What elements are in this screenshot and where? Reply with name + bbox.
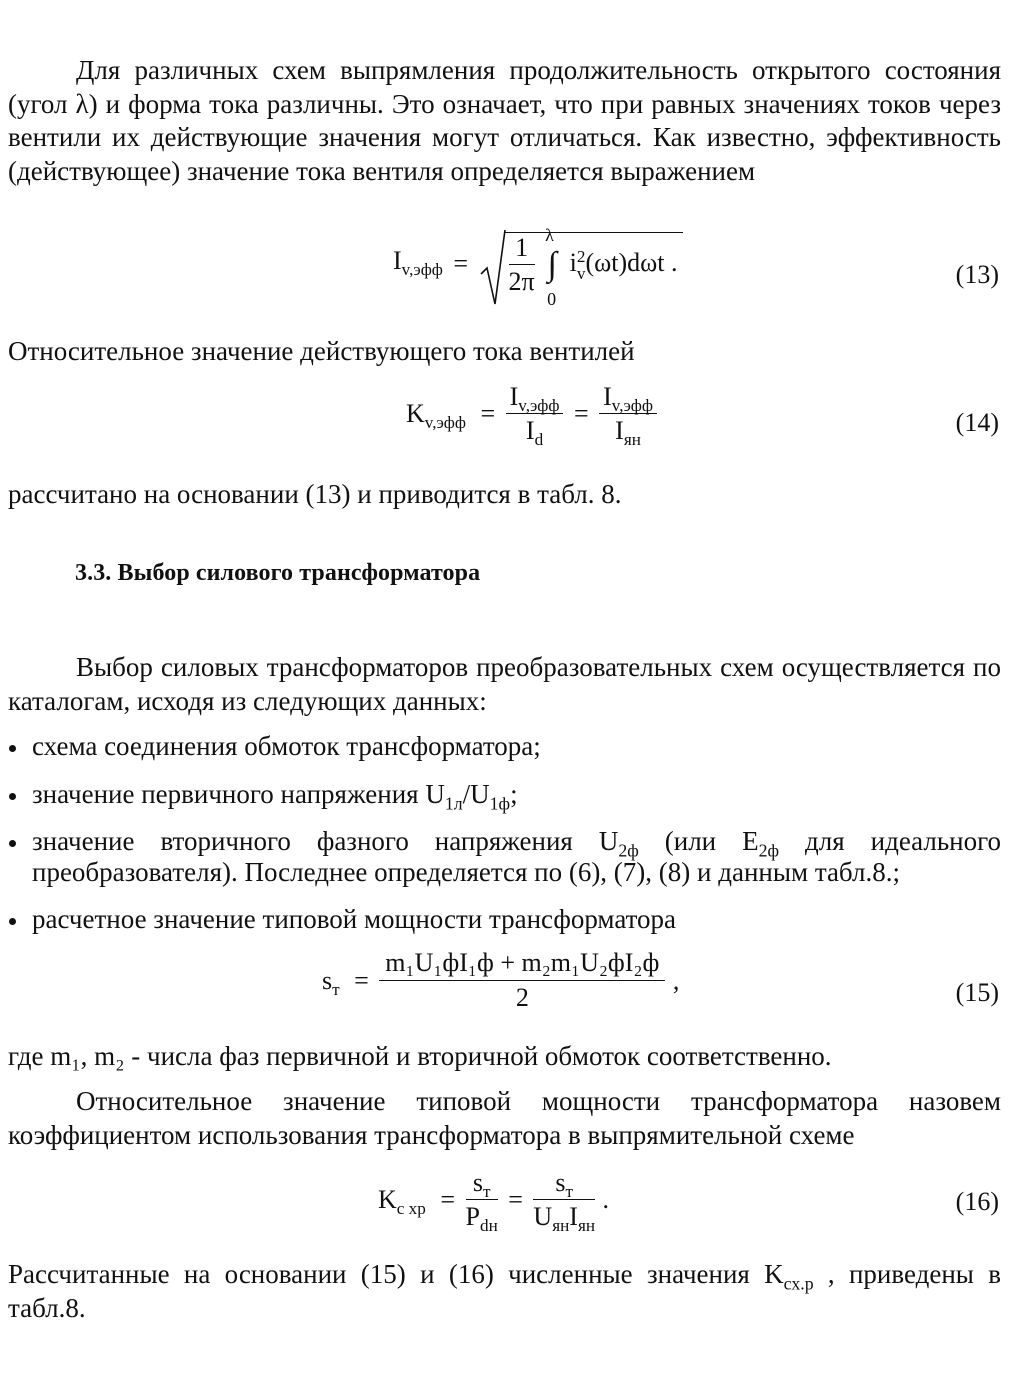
- formula-14: $K_{v,эфф}$ = $\frac{I_{v,эфф}}{I_d}$ = $\frac{I_{v,эфф}}{I_{ян}}$: [406, 384, 657, 444]
- paragraph-results: Рассчитанные на основании (15) и (16) численные значения $K_{сх.р}$ , приведены в табл.8.: [8, 1259, 1001, 1323]
- equation-number-15: (15): [955, 978, 999, 1007]
- paragraph-phases: где m₁, m₂ - числа фаз первичной и вторичной обмоток соответственно.: [8, 1041, 832, 1071]
- formula-16-fraction-1: $\frac{s_т}{P_{dн}}$: [465, 1168, 498, 1236]
- formula-15: $s_т$ = $\frac{\text{m₁U₁фI₁ф + m₂m₁U₂фI₂ф}}{2}$ ,: [322, 948, 680, 1012]
- bullet-item-primary-voltage: значение первичного напряжения $U_{1л}/U_{1ф}$;: [8, 779, 1001, 810]
- bullet-item-typical-power: расчетное значение типовой мощности трансформатора: [8, 904, 1001, 935]
- sqrt-symbol: $\frac{1}{2\pi}$ λ ∫ 0 i 2 v (ωt)dωt .: [479, 232, 684, 295]
- paragraph-intro: Для различных схем выпрямления продолжительность открытого состояния (угол λ) и форма тока различны. Это означает, что при равных значениях токов через вентили их действующие значения могут отличаться. Как известно, эффективность (действующее) значение тока вентиля определяется выражением: [8, 55, 1001, 186]
- equation-number-14: (14): [955, 408, 999, 437]
- formula-13-lhs: $I_{v,эфф}$: [393, 246, 443, 280]
- paragraph-selection: Выбор силовых трансформаторов преобразовательных схем осуществляется по каталогам, исходя из следующих данных:: [8, 652, 1001, 716]
- equation-number-13: (13): [955, 260, 999, 289]
- formula-13-fraction: $\frac{1}{2\pi}$: [508, 233, 535, 296]
- integral-sign: λ ∫ 0: [545, 225, 557, 309]
- bullet-item-winding-scheme: схема соединения обмоток трансформатора;: [8, 731, 1001, 762]
- section-heading: 3.3. Выбор силового трансформатора: [75, 560, 481, 586]
- formula-16-fraction-2: $\frac{s_т}{U_{ян}I_{ян}}$: [533, 1168, 596, 1236]
- formula-14-fraction-2: $\frac{I_{v,эфф}}{I_{ян}}$: [599, 384, 657, 444]
- formula-13: $I_{v,эфф}$ = $\frac{1}{2\pi}$ λ ∫ 0 i 2 v (ωt)dωt .: [393, 232, 683, 295]
- equation-number-16: (16): [955, 1187, 999, 1216]
- formula-14-fraction-1: $\frac{I_{v,эфф}}{I_d}$: [506, 384, 564, 444]
- formula-16: $K_{с хр}$ = $\frac{s_т}{P_{dн}}$ = $\frac{s_т}{U_{ян}I_{ян}}$ .: [378, 1168, 610, 1236]
- bullet-item-secondary-voltage: значение вторичного фазного напряжения $U_{2ф}$ (или $E_{2ф}$ для идеального преобразователя). Последнее определяется по (6), (7), (8) и данным табл.8.;: [8, 826, 1001, 888]
- formula-15-fraction: $\frac{\text{m₁U₁фI₁ф + m₂m₁U₂фI₂ф}}{2}$: [379, 950, 665, 1011]
- paragraph-calculated: рассчитано на основании (13) и приводится в табл. 8.: [8, 479, 622, 509]
- paragraph-relative-current: Относительное значение действующего тока вентилей: [8, 336, 635, 366]
- bullet-list: [8, 731, 1001, 935]
- paragraph-utilization: Относительное значение типовой мощности трансформатора назовем коэффициентом использования трансформатора в выпрямительной схеме: [8, 1086, 1001, 1150]
